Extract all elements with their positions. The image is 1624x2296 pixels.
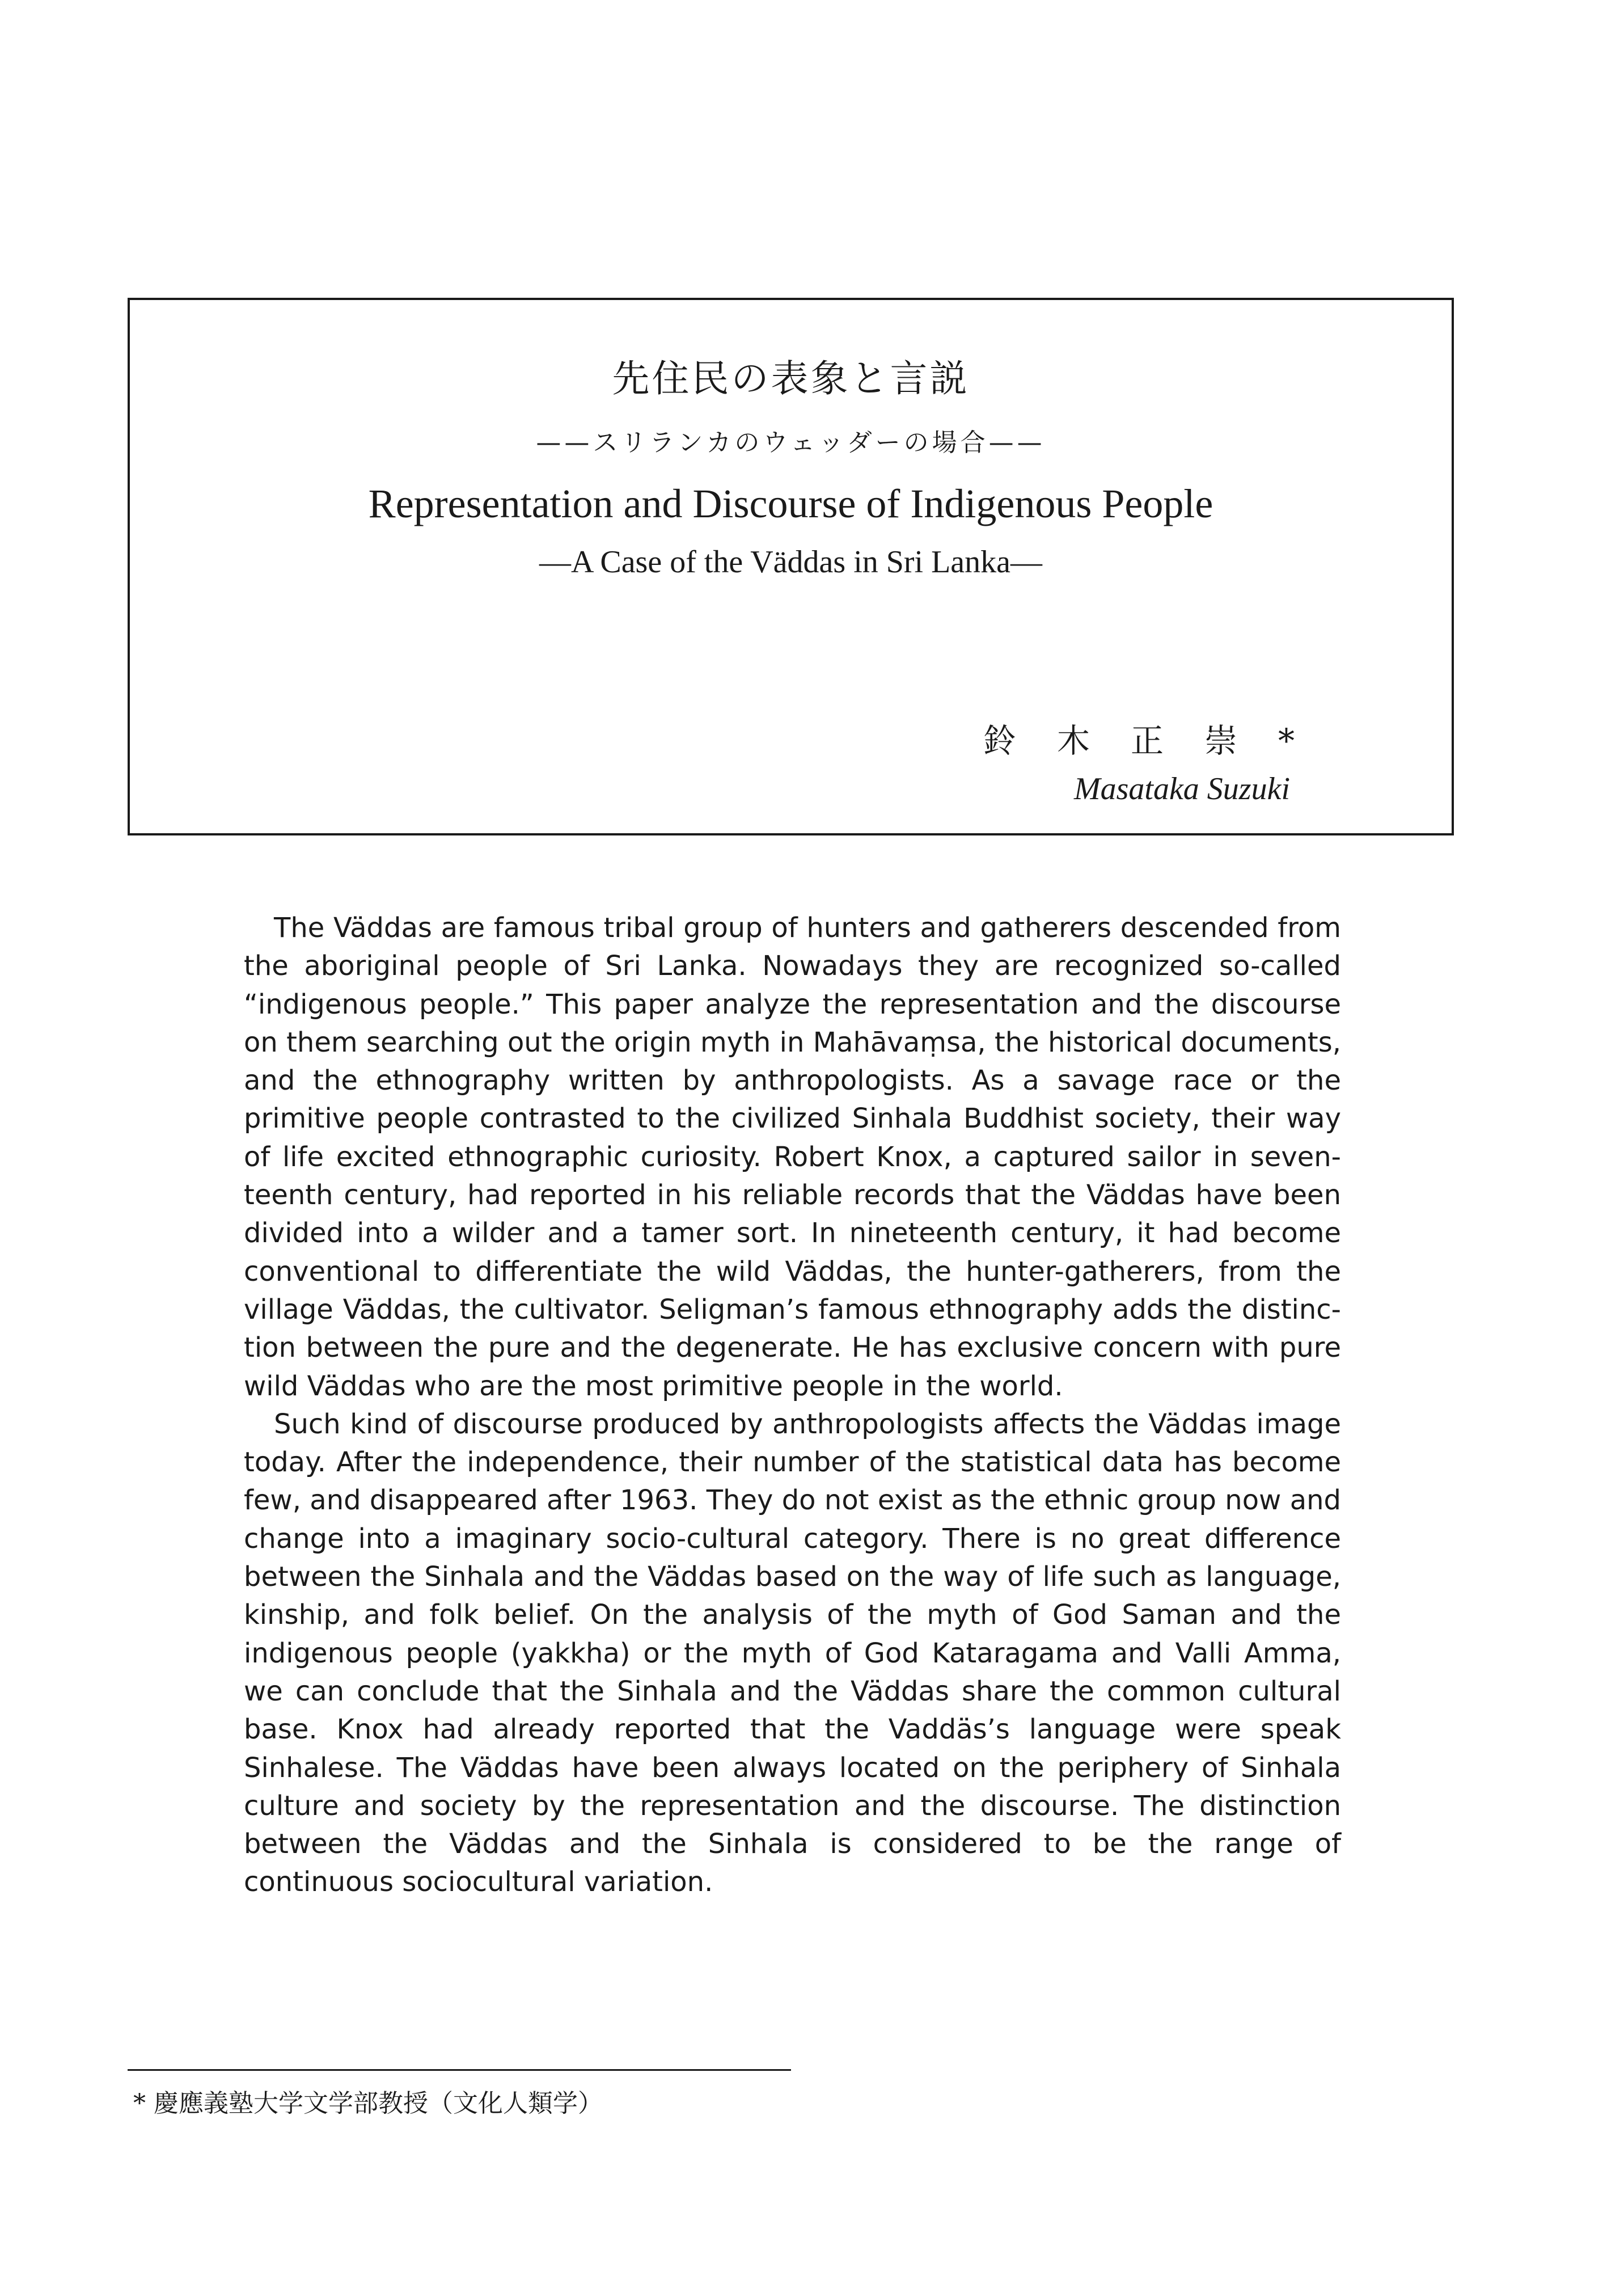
author-name-japanese: 鈴木正崇* [983, 721, 1335, 760]
abstract [244, 909, 1341, 1902]
japanese-title: 先住民の表象と言説 [612, 357, 970, 400]
abstract-paragraph: Such kind of discourse produced by anthropologists affects the Väddas image today. After the independence, their number of the statistical data has become few, and disappeared after 1963. They do not exist as the ethnic group now and change into a imaginary socio-cultural category. There is no great difference between the Sinhala and the Väddas based on the way of life such as language, kinship, and folk belief. On the analysis of the myth of God Saman and the indigenous people (yakkha) or the myth of God Kataragama and Valli Amma, we can conclude that the Sinhala and the Väddas share the common cultural base. Knox had already reported that the Vaddäs’s language were speak Sinhalese. The Väddas have been always located on the periphery of Sinhala culture and society by the representation and the discourse. The distinction between the Väddas and the Sinhala is considered to be the range of continuous sociocultural variation. [244, 1408, 1341, 1898]
author-name-english: Masataka Suzuki [1073, 771, 1290, 807]
title-box [128, 298, 1454, 835]
abstract-paragraph: The Väddas are famous tribal group of hunters and gatherers descended from the aboriginal people of Sri Lanka. Nowadays they are recognized so-called “indigenous people.” This paper analyze the representation and the discourse on them searching out the origin myth in Mahāvaṃsa, the historical documents, and the ethnography written by anthropologists. As a savage race or the primitive people contrasted to the civilized Sinhala Buddhist society, their way of life excited ethnographic curiosity. Robert Knox, a captured sailor in seventeenth century, had reported in his reliable records that the Väddas have been divided into a wilder and a tamer sort. In nineteenth century, it had become conventional to differentiate the wild Väddas, the hunter-gatherers, from the village Väddas, the cultivator. Seligman’s famous ethnography adds the distinction between the pure and the degenerate. He has exclusive concern with pure wild Väddas who are the most primitive people in the world. [244, 912, 1341, 1402]
footnote-divider [128, 2069, 791, 2071]
english-subtitle: —A Case of the Väddas in Sri Lanka— [539, 545, 1043, 580]
footnote: * 慶應義塾大学文学部教授（文化人類学） [133, 2089, 603, 2118]
english-title: Representation and Discourse of Indigenous People [368, 481, 1213, 526]
japanese-subtitle: ——スリランカのウェッダーの場合—— [536, 428, 1046, 457]
